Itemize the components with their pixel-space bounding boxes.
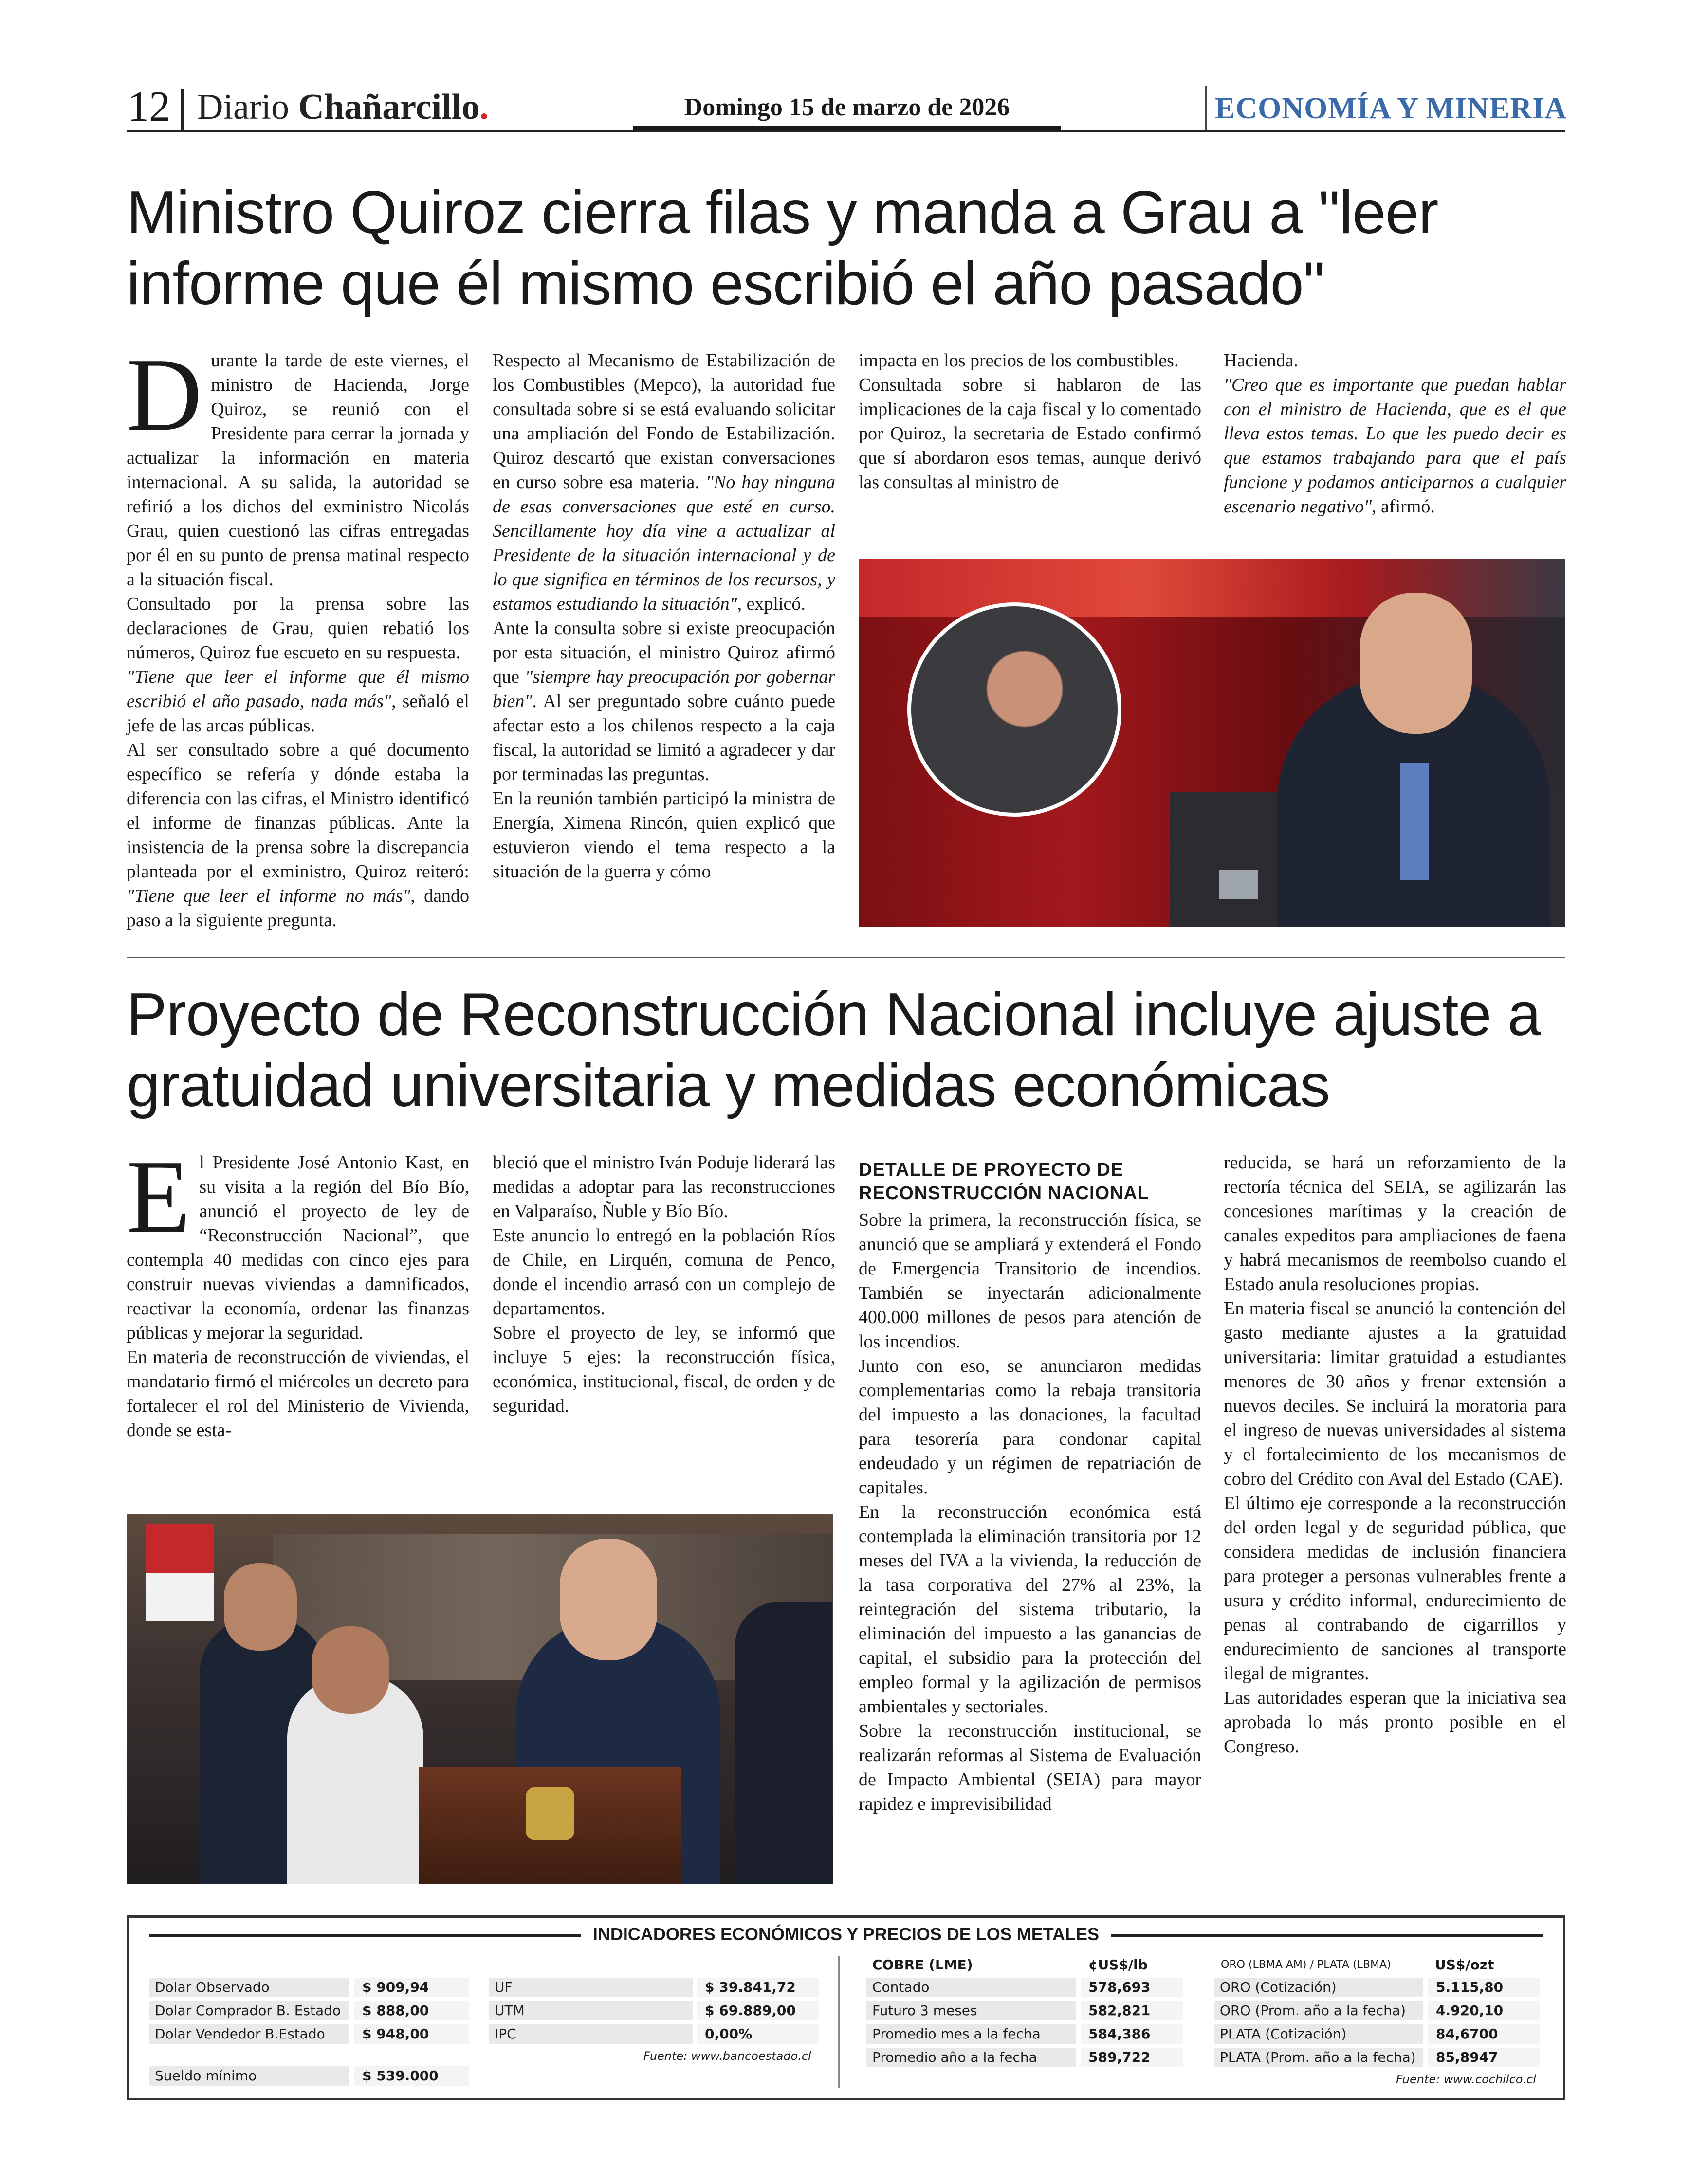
article1-column-3 (859, 348, 1201, 494)
oro-cotizacion-label: ORO (Cotización) (1214, 1978, 1423, 1997)
paragraph: l Presidente José Antonio Kast, en su visita a la región del Bío Bío, anunció el proyecto de ley de “Reconstrucción Nacional”, que contempla 40 medidas con cinco ejes para construir nuevas viviendas a damnificados, reactivar la economía, ordenar las finanzas públicas y mejorar la seguridad. (127, 1152, 469, 1343)
paragraph-text: Al ser consultado sobre a qué documento específico se refería y dónde estaba la diferencia con las cifras, el Ministro identificó el informe de finanzas públicas. Ante la insistencia de la prensa sobre la discrepancia planteada por el exministro, Quiroz reiteró: (127, 740, 469, 882)
ipc-label: IPC (489, 2024, 693, 2044)
plata-cotizacion-value: 84,6700 (1428, 2024, 1540, 2044)
oro-promedio-value: 4.920,10 (1428, 2001, 1540, 2020)
paragraph: Hacienda. (1224, 350, 1298, 371)
paragraph-text: , dando paso a la siguiente pregunta. (127, 886, 469, 930)
plata-promedio-value: 85,8947 (1428, 2048, 1540, 2067)
article1-column-4 (1224, 348, 1566, 519)
cobre-prom-ano-value: 589,722 (1081, 2048, 1183, 2067)
paragraph: reducida, se hará un reforzamiento de la rectoría técnica del SEIA, se agilizarán las concesiones marítimas y la creación de canales expeditos para ampliaciones de faena y habrá mecanismos de reembolso cuando el Estado anula resoluciones propias. (1224, 1152, 1566, 1294)
uf-value: $ 39.841,72 (697, 1978, 819, 1997)
article1-column-1 (127, 336, 469, 932)
photo-inset-circle (907, 602, 1121, 817)
photo-person-right (735, 1602, 832, 1884)
paragraph: Junto con eso, se anunciaron medidas complementarias como la rebaja transitoria del impuesto a las donaciones, la facultad para tesorería para condonar capital endeudado y un régimen de repatriación de capitales. (859, 1356, 1201, 1498)
article-divider (127, 957, 1565, 958)
issue-date: Domingo 15 de marzo de 2026 (684, 93, 1010, 121)
article2-dropcap: E (127, 1138, 191, 1255)
cobre-futuro-label: Futuro 3 meses (866, 2001, 1076, 2020)
paragraph: En la reconstrucción económica está contemplada la eliminación transitoria por 12 meses del IVA a la vivienda, la reducción de la tasa corporativa del 27% al 23%, la reintegración del sistema tributario, la eliminación del impuesto a las ganancias de capital, el subsidio para la protección del empleo formal y la agilización de permisos ambientales y sectoriales. (859, 1502, 1201, 1717)
source-bancoestado[interactable]: Fuente: www.bancoestado.cl (643, 2049, 811, 2063)
logo-regular: Diario (197, 87, 298, 127)
uf-label: UF (489, 1978, 693, 1997)
paragraph: Consultada sobre si hablaron de las implicaciones de la caja fiscal y lo comentado por Quiroz, la secretaria de Estado confirmó que sí abordaron esos temas, aunque derivó las consultas al ministro de (859, 375, 1201, 492)
article1-photo (859, 559, 1565, 927)
article2-column-4 (1224, 1150, 1566, 1759)
paragraph: En la reunión también participó la ministra de Energía, Ximena Rincón, quien explicó que estuvieron viendo el tema respecto a la situación de la guerra y cómo (493, 788, 835, 882)
article1-column-2 (493, 348, 835, 884)
paragraph: El último eje corresponde a la reconstrucción del orden legal y de seguridad pública, que considera medidas de inclusión financiera para proteger a personas vulnerables frente a usura y crédito informal, endurecimiento de penas al contrabando de cigarrillos y endurecimiento de sanciones al transporte ilegal de migrantes. (1224, 1493, 1566, 1684)
article2-photo (127, 1514, 833, 1884)
sueldo-minimo-value: $ 539.000 (354, 2066, 469, 2086)
paragraph: impacta en los precios de los combustibles. (859, 350, 1179, 371)
quote: "No hay ninguna de esas conversaciones que esté en curso. Sencillamente hoy día vine a actualizar al Presidente de la situación internacional y de lo que significa en términos de los recursos, y estamos estudiando la situación" (493, 472, 835, 614)
article1-headline: Ministro Quiroz cierra filas y manda a Grau a "leer informe que él mismo escribió el año pasado" (127, 179, 1438, 317)
article2-column-2 (493, 1150, 835, 1418)
logo-bold: Chañarcillo (298, 87, 480, 127)
cobre-header: COBRE (LME) (872, 1957, 973, 1973)
quote: "Tiene que leer el informe no más" (127, 886, 411, 906)
section-title[interactable]: ECONOMÍA Y MINERIA (1215, 92, 1567, 125)
page-number: 12 (128, 83, 170, 130)
photo-speaker-face (560, 1539, 657, 1660)
paragraph: Consultado por la prensa sobre las declaraciones de Grau, quien rebatió los números, Quiroz fue escueto en su respuesta. (127, 594, 469, 663)
photo-glass (1219, 870, 1258, 899)
article2-headline: Proyecto de Reconstrucción Nacional incluye ajuste a gratuidad universitaria y medidas económicas (127, 981, 1541, 1119)
plata-cotizacion-label: PLATA (Cotización) (1214, 2024, 1423, 2044)
dolar-vendedor-value: $ 948,00 (354, 2024, 469, 2044)
logo-dot: . (479, 87, 489, 127)
dolar-comprador-value: $ 888,00 (354, 2001, 469, 2020)
dolar-observado-label: Dolar Observado (149, 1978, 349, 1997)
quote: "Tiene que leer el informe que él mismo escribió el año pasado, nada más" (127, 667, 469, 711)
paragraph: urante la tarde de este viernes, el ministro de Hacienda, Jorge Quiroz, se reunió con el Presidente para cerrar la jornada y actualizar la información en materia internacional. A su salida, la autoridad se refirió a los dichos del exministro Nicolás Grau, quien cuestionó las cifras entregadas por él en su punto de prensa matinal respecto a la situación fiscal. (127, 350, 469, 590)
indicators-title (127, 1922, 1565, 1947)
dolar-comprador-label: Dolar Comprador B. Estado (149, 2001, 349, 2020)
article2-column-3 (859, 1158, 1201, 1816)
cobre-futuro-value: 582,821 (1081, 2001, 1183, 2020)
paragraph-text: . Al ser preguntado sobre cuánto puede afectar esto a los chilenos respecto a la caja fiscal, la autoridad se limitó a agradecer y dar por terminadas las preguntas. (493, 691, 835, 784)
header-rule (127, 130, 1565, 132)
plata-promedio-label: PLATA (Prom. año a la fecha) (1214, 2048, 1423, 2067)
newspaper-logo[interactable] (197, 83, 489, 131)
paragraph: Sobre la reconstrucción institucional, se realizarán reformas al Sistema de Evaluación de Impacto Ambiental (SEIA) para mayor rapidez e imprevisibilidad (859, 1721, 1201, 1814)
cobre-contado-label: Contado (866, 1978, 1076, 1997)
oro-promedio-label: ORO (Prom. año a la fecha) (1214, 2001, 1423, 2020)
photo-podium-seal (526, 1787, 574, 1840)
paragraph (127, 665, 469, 738)
paragraph (493, 616, 835, 786)
paragraph: En materia de reconstrucción de viviendas, el mandatario firmó el miércoles un decreto para fortalecer el rol del Ministerio de Vivienda, donde se esta- (127, 1347, 469, 1440)
paragraph-text: , señaló el jefe de las arcas públicas. (127, 691, 469, 736)
paragraph: Este anuncio lo entregó en la población Ríos de Chile, en Lirquén, comuna de Penco, donde el incendio arrasó con un complejo de departamentos. (493, 1225, 835, 1319)
photo-background-flags (859, 559, 1565, 617)
dolar-vendedor-label: Dolar Vendedor B.Estado (149, 2024, 349, 2044)
photo-person-tie (1400, 763, 1429, 880)
paragraph (1224, 373, 1566, 519)
sueldo-minimo-label: Sueldo mínimo (149, 2066, 349, 2086)
paragraph-text: Ante la consulta sobre si existe preocupación por esta situación, el ministro Quiroz afirmó que (493, 618, 835, 687)
ipc-value: 0,00% (697, 2024, 819, 2044)
indicators-title-text: INDICADORES ECONÓMICOS Y PRECIOS DE LOS METALES (581, 1924, 1111, 1944)
utm-label: UTM (489, 2001, 693, 2020)
cobre-unit: ¢US$/lb (1088, 1957, 1148, 1973)
quote: "Creo que es importante que puedan hablar con el ministro de Hacienda, que es el que lleva estos temas. Lo que les puedo decir es que estamos trabajando para que el país funcione y podamos anticiparnos a cualquier escenario negativo" (1224, 375, 1566, 517)
paragraph: Las autoridades esperan que la iniciativa sea aprobada lo más pronto posible en el Congreso. (1224, 1688, 1566, 1757)
paragraph: bleció que el ministro Iván Poduje liderará las medidas a adoptar para las reconstrucciones en Valparaíso, Ñuble y Bío Bío. (493, 1152, 835, 1221)
photo-person-face (1360, 593, 1472, 734)
quote: "siempre hay preocupación por gobernar bien" (493, 667, 835, 711)
section-divider (1205, 86, 1207, 131)
article2-subheading: DETALLE DE PROYECTO DE RECONSTRUCCIÓN NACIONAL (859, 1160, 1150, 1203)
header-divider (181, 89, 184, 130)
paragraph (127, 738, 469, 932)
paragraph-text: , explicó. (737, 594, 806, 614)
paragraph: Sobre el proyecto de ley, se informó que incluye 5 ejes: la reconstrucción física, económica, institucional, fiscal, de orden y de seguridad. (493, 1323, 835, 1416)
paragraph-text: , afirmó. (1372, 496, 1435, 517)
cobre-prom-ano-label: Promedio año a la fecha (866, 2048, 1076, 2067)
paragraph (493, 348, 835, 616)
oro-cotizacion-value: 5.115,80 (1428, 1978, 1540, 1997)
indicators-separator (838, 1956, 840, 2088)
oro-unit: US$/ozt (1435, 1957, 1494, 1973)
article2-column-1 (127, 1138, 469, 1442)
utm-value: $ 69.889,00 (697, 2001, 819, 2020)
photo-woman-face (312, 1626, 389, 1714)
paragraph: Sobre la primera, la reconstrucción física, se anunció que se ampliará y extenderá el Fondo de Emergencia Transitorio de incendios. También se inyectarán adicionalmente 400.000 millones de pesos para atención de los incendios. (859, 1210, 1201, 1352)
photo-face-left (224, 1563, 297, 1651)
oro-header: ORO (LBMA AM) / PLATA (LBMA) (1221, 1959, 1391, 1971)
article1-dropcap: D (127, 336, 202, 453)
source-cochilco[interactable]: Fuente: www.cochilco.cl (1396, 2073, 1536, 2086)
cobre-prom-mes-value: 584,386 (1081, 2024, 1183, 2044)
paragraph: En materia fiscal se anunció la contención del gasto mediante ajustes a la gratuidad universitaria: limitar gratuidad a estudiantes menores de 30 años y frenar extensión a nuevos deciles. Se incluirá la moratoria para el ingreso de nuevas universidades al sistema y el fortalecimiento de los mecanismos de cobro del Crédito con Aval del Estado (CAE). (1224, 1298, 1566, 1489)
photo-flag (146, 1524, 214, 1621)
dolar-observado-value: $ 909,94 (354, 1978, 469, 1997)
paragraph-text: Respecto al Mecanismo de Estabilización de los Combustibles (Mepco), la autoridad fue consultada sobre si se está evaluando solicitar una ampliación del Fondo de Estabilización. Quiroz descartó que existan conversaciones en curso sobre esa materia. (493, 350, 835, 492)
cobre-prom-mes-label: Promedio mes a la fecha (866, 2024, 1076, 2044)
cobre-contado-value: 578,693 (1081, 1978, 1183, 1997)
